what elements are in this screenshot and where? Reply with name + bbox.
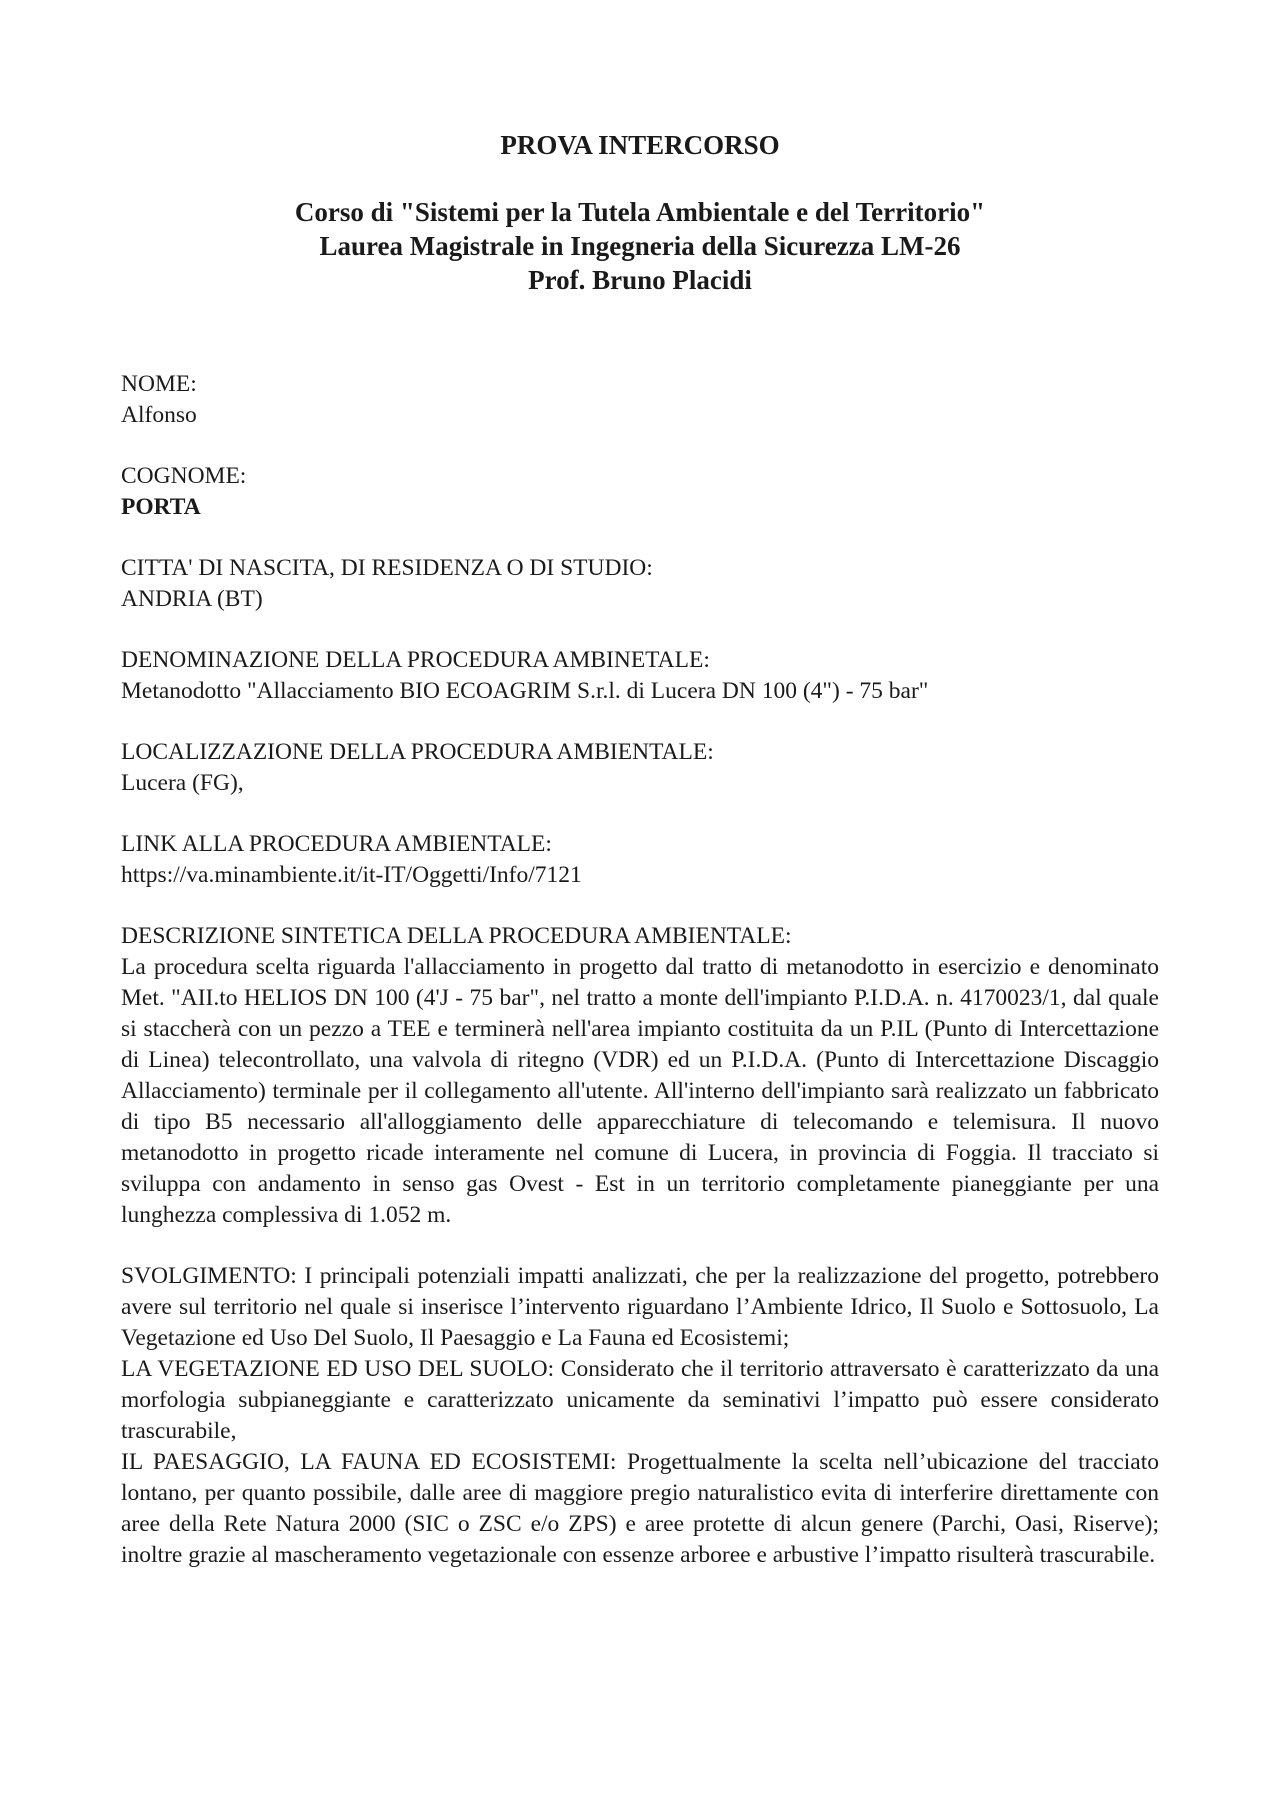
field-value: Alfonso bbox=[121, 402, 197, 428]
field-label: DENOMINAZIONE DELLA PROCEDURA AMBINETALE: bbox=[121, 647, 710, 673]
field-link bbox=[121, 829, 1159, 891]
field-label: COGNOME: bbox=[121, 463, 247, 489]
svolgimento-intro: SVOLGIMENTO: I principali potenziali impatti analizzati, che per la realizzazione del progetto, potrebbero avere sul territorio nel quale si inserisce l’intervento riguardano l’Ambiente Idrico, Il Suolo e Sottosuolo, La Vegetazione ed Uso Del Suolo, Il Paesaggio e La Fauna ed Ecosistemi; bbox=[121, 1263, 1159, 1351]
field-value: PORTA bbox=[121, 494, 201, 520]
document-title: PROVA INTERCORSO bbox=[500, 130, 780, 160]
field-label: NOME: bbox=[121, 371, 197, 397]
course-name: Corso di "Sistemi per la Tutela Ambientale e del Territorio" bbox=[294, 197, 986, 227]
field-label: DESCRIZIONE SINTETICA DELLA PROCEDURA AMBIENTALE: bbox=[121, 923, 792, 949]
field-value: Lucera (FG), bbox=[121, 770, 244, 796]
field-nome bbox=[121, 369, 1159, 431]
field-value: Metanodotto "Allacciamento BIO ECOAGRIM S.r.l. di Lucera DN 100 (4") - 75 bar" bbox=[121, 678, 929, 704]
course-header bbox=[121, 195, 1159, 297]
field-citta bbox=[121, 553, 1159, 615]
professor-name: Prof. Bruno Placidi bbox=[528, 265, 752, 295]
field-denominazione bbox=[121, 645, 1159, 707]
degree-name: Laurea Magistrale in Ingegneria della Sicurezza LM-26 bbox=[319, 231, 961, 261]
field-value: ANDRIA (BT) bbox=[121, 586, 263, 612]
svolgimento-vegetazione: LA VEGETAZIONE ED USO DEL SUOLO: Considerato che il territorio attraversato è caratterizzato da una morfologia subpianeggiante e caratterizzato unicamente da seminativi l’impatto può essere considerato trascurabile, bbox=[121, 1356, 1159, 1444]
field-label: CITTA' DI NASCITA, DI RESIDENZA O DI STUDIO: bbox=[121, 555, 653, 581]
field-descrizione bbox=[121, 921, 1159, 1231]
field-localizzazione bbox=[121, 737, 1159, 799]
procedure-link[interactable]: https://va.minambiente.it/it-IT/Oggetti/Info/7121 bbox=[121, 862, 582, 888]
field-label: LINK ALLA PROCEDURA AMBIENTALE: bbox=[121, 831, 552, 857]
svolgimento-section bbox=[121, 1261, 1159, 1571]
description-paragraph: La procedura scelta riguarda l'allacciamento in progetto dal tratto di metanodotto in esercizio e denominato Met. "AII.to HELIOS DN 100 (4'J - 75 bar", nel tratto a monte dell'impianto P.I.D.A. n. 4170023/1, dal quale si staccherà con un pezzo a TEE e terminerà nell'area impianto costituita da un P.IL (Punto di Intercettazione di Linea) telecontrollato, una valvola di ritegno (VDR) ed un P.I.D.A. (Punto di Intercettazione Discaggio Allacciamento) terminale per il collegamento all'utente. All'interno dell'impianto sarà realizzato un fabbricato di tipo B5 necessario all'alloggiamento delle apparecchiature di telecomando e telemisura. Il nuovo metanodotto in progetto ricade interamente nel comune di Lucera, in provincia di Foggia. Il tracciato si sviluppa con andamento in senso gas Ovest - Est in un territorio completamente pianeggiante per una lunghezza complessiva di 1.052 m. bbox=[121, 954, 1159, 1228]
field-cognome bbox=[121, 461, 1159, 523]
svolgimento-paesaggio: IL PAESAGGIO, LA FAUNA ED ECOSISTEMI: Progettualmente la scelta nell’ubicazione del tracciato lontano, per quanto possibile, dalle aree di maggiore pregio naturalistico evita di interferire direttamente con aree della Rete Natura 2000 (SIC o ZSC e/o ZPS) e aree protette di alcun genere (Parchi, Oasi, Riserve); inoltre grazie al mascheramento vegetazionale con essenze arboree e arbustive l’impatto risulterà trascurabile. bbox=[121, 1449, 1159, 1568]
field-label: LOCALIZZAZIONE DELLA PROCEDURA AMBIENTALE: bbox=[121, 739, 714, 765]
